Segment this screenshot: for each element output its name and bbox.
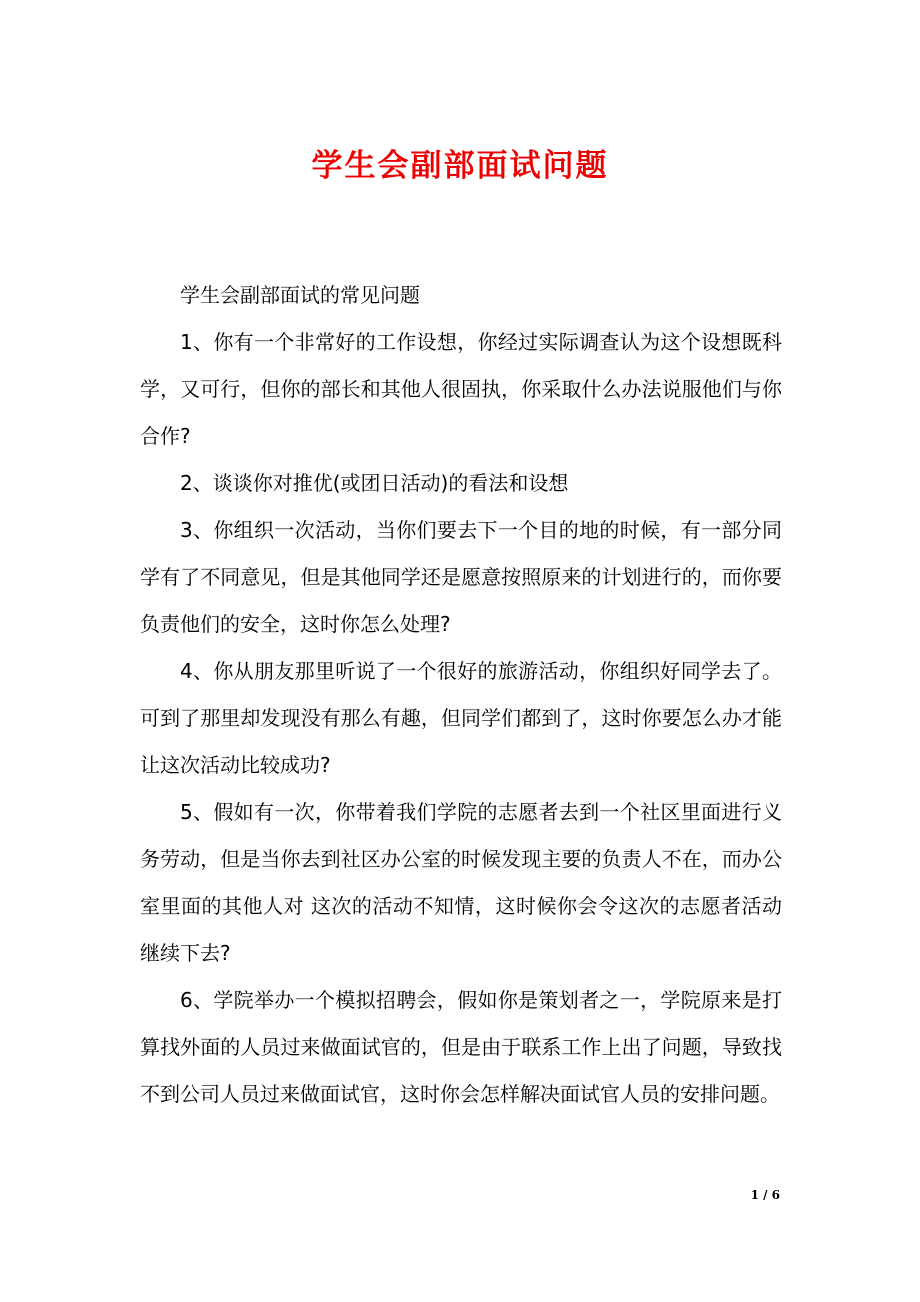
intro-paragraph: 学生会副部面试的常见问题 <box>180 283 420 307</box>
question-paragraph-2: 2、谈谈你对推优(或团日活动)的看法和设想 <box>180 471 569 495</box>
page-number: 1 / 6 <box>750 1188 780 1202</box>
question-paragraph-5: 5、假如有一次，你带着我们学院的志愿者去到一个社区里面进行义务劳动，但是当你去到社区办公室的时候发现主要的负责人不在，而办公室里面的其他人对 这次的活动不知情，这时候你会令这次的志愿者活动继续下去? <box>140 800 782 965</box>
document-body <box>140 272 782 1118</box>
document-title: 学生会副部面试问题 <box>311 148 609 184</box>
question-paragraph-6: 6、学院举办一个模拟招聘会，假如你是策划者之一，学院原来是打算找外面的人员过来做面试官的，但是由于联系工作上出了问题，导致找不到公司人员过来做面试官，这时你会怎样解决面试官人员的安排问题。 <box>140 988 782 1106</box>
question-paragraph-4: 4、你从朋友那里听说了一个很好的旅游活动，你组织好同学去了。可到了那里却发现没有那么有趣，但同学们都到了，这时你要怎么办才能让这次活动比较成功? <box>140 659 782 777</box>
question-paragraph-3: 3、你组织一次活动，当你们要去下一个目的地的时候，有一部分同学有了不同意见，但是其他同学还是愿意按照原来的计划进行的，而你要负责他们的安全，这时你怎么处理? <box>140 518 782 636</box>
question-paragraph-1: 1、你有一个非常好的工作设想，你经过实际调查认为这个设想既科学，又可行，但你的部长和其他人很固执，你采取什么办法说服他们与你合作? <box>140 330 782 448</box>
